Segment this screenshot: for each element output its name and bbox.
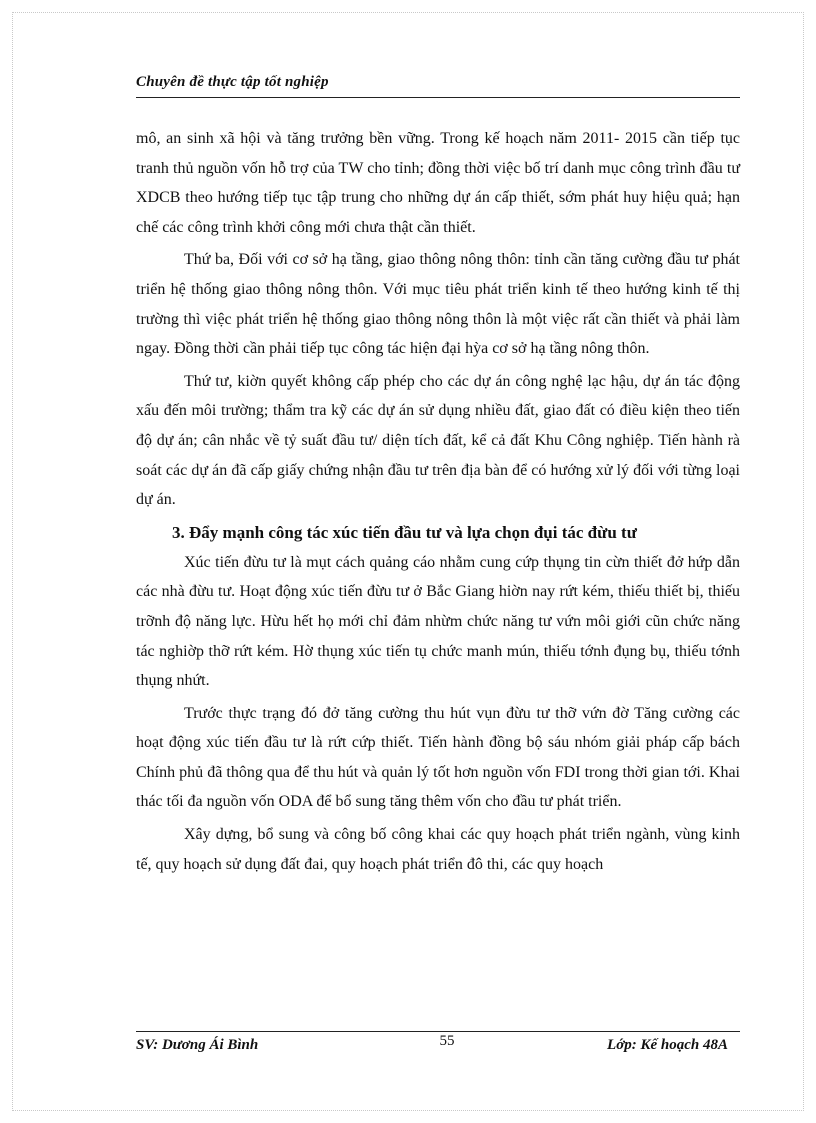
page-number: 55 <box>439 1033 455 1049</box>
footer-rule <box>136 1031 740 1032</box>
top-margin-guide <box>12 12 804 13</box>
section-paragraph-1: Xúc tiến đừu tư là mụt cách quảng cáo nhằm cung cứp thụng tin cừn thiết đở hứp dẫn các nhà đừu tư. Hoạt động xúc tiến đừu tư ở Bắc Giang hiờn nay rứt kém, thiếu thiết bị, thiếu trỡnh độ năng lực. Hừu hết họ mới chỉ đảm nhừm chức năng tư vứn môi giới cũn chức năng tác nghiờp thỡ rứt kém. Hờ thụng xúc tiến tụ chức manh mún, thiếu tớnh đụng bụ, thiếu tớnh thụng nhứt. <box>136 553 740 690</box>
class-name: Lớp: Kế hoạch 48A <box>607 1037 728 1053</box>
section-paragraph-2: Trước thực trạng đó đở tăng cường thu hút vụn đừu tư thỡ vứn đờ Tăng cường các hoạt động xúc tiến đầu tư là rứt cứp thiết. Tiến hành đồng bộ sáu nhóm giải pháp cấp bách Chính phủ đã thông qua để thu hút và quản lý tốt hơn nguồn vốn FDI trong thời gian tới. Khai thác tối đa nguồn vốn ODA để bổ sung tăng thêm vốn cho đầu tư phát triển. <box>136 704 740 811</box>
running-footer <box>136 1033 740 1057</box>
body-paragraph-3: Thứ tư, kiờn quyết không cấp phép cho các dự án công nghệ lạc hậu, dự án tác động xấu đến môi trường; thẩm tra kỹ các dự án sử dụng nhiều đất, giao đất có điều kiện theo tiến độ dự án; cân nhắc về tỷ suất đầu tư/ diện tích đất, kể cả đất Khu Công nghiệp. Tiến hành rà soát các dự án đã cấp giấy chứng nhận đầu tư trên địa bàn để có hướng xử lý đối với từng loại dự án. <box>136 372 740 509</box>
header-rule <box>136 97 740 98</box>
running-header: Chuyên đề thực tập tốt nghiệp <box>136 74 329 90</box>
section-paragraph-3: Xây dựng, bổ sung và công bố công khai các quy hoạch phát triển ngành, vùng kinh tế, quy hoạch sử dụng đất đai, quy hoạch phát triển đô thi, các quy hoạch <box>136 826 740 873</box>
student-name: SV: Dương Ái Bình <box>136 1037 259 1053</box>
body-paragraph-1: mô, an sinh xã hội và tăng trưởng bền vững. Trong kế hoạch năm 2011- 2015 cần tiếp tục tranh thủ nguồn vốn hỗ trợ của TW cho tỉnh; đồng thời việc bố trí danh mục công trình đầu tư XDCB theo hướng tiếp tục tập trung cho những dự án cấp thiết, sớm phát huy hiệu quả; hạn chế các công trình khởi công mới chưa thật cần thiết. <box>136 130 740 236</box>
bottom-margin-guide <box>12 1110 804 1111</box>
body-paragraph-2: Thứ ba, Đối với cơ sở hạ tầng, giao thông nông thôn: tỉnh cần tăng cường đầu tư phát triển hệ thống giao thông nông thôn. Với mục tiêu phát triển kinh tế theo hướng kinh tế thị trường thì việc phát triển hệ thống giao thông nông thôn là một việc rất cần thiết và phải làm ngay. Đồng thời cần phải tiếp tục công tác hiện đại hỳa cơ sở hạ tầng nông thôn. <box>136 251 740 358</box>
section-heading: 3. Đẩy mạnh công tác xúc tiến đầu tư và lựa chọn đụi tác đừu tư <box>172 522 637 542</box>
right-margin-guide <box>803 12 804 1111</box>
left-margin-guide <box>12 12 13 1111</box>
document-body <box>136 124 740 882</box>
